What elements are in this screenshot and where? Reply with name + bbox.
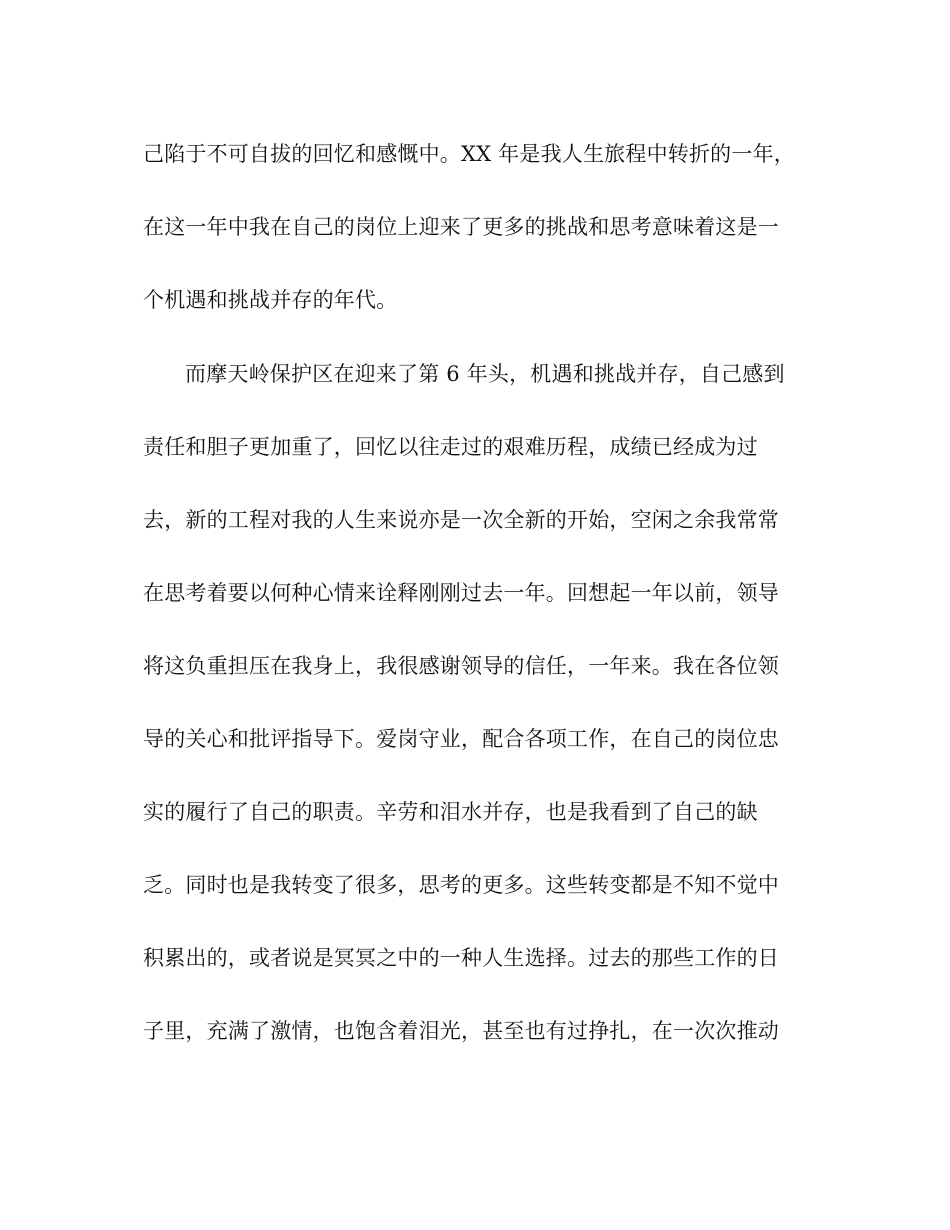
text-line-2: 在这一年中我在自己的岗位上迎来了更多的挑战和思考意味着这是一 (143, 215, 779, 239)
text-line-13: 子里，充满了激情，也饱含着泪光，甚至也有过挣扎，在一次次推动 (143, 1019, 779, 1043)
text-line-3: 个机遇和挑战并存的年代。 (143, 288, 398, 312)
text-line-12: 积累出的，或者说是冥冥之中的一种人生选择。过去的那些工作的日 (143, 946, 779, 970)
text-line-6: 去，新的工程对我的人生来说亦是一次全新的开始，空闲之余我常常 (143, 508, 779, 532)
text-line-11: 乏。同时也是我转变了很多，思考的更多。这些转变都是不知不觉中 (143, 873, 779, 897)
text-line-10: 实的履行了自己的职责。辛劳和泪水并存，也是我看到了自己的缺 (143, 800, 758, 824)
text-line-5: 责任和胆子更加重了，回忆以往走过的艰难历程，成绩已经成为过 (143, 435, 758, 459)
text-line-8: 将这负重担压在我身上，我很感谢领导的信任，一年来。我在各位领 (143, 654, 779, 678)
text-line-4: 而摩天岭保护区在迎来了第 6 年头，机遇和挑战并存，自己感到 (185, 362, 785, 386)
text-line-7: 在思考着要以何种心情来诠释刚刚过去一年。回想起一年以前，领导 (143, 581, 779, 605)
text-line-9: 导的关心和批评指导下。爱岗守业，配合各项工作，在自己的岗位忠 (143, 727, 779, 751)
text-line-1: 己陷于不可自拔的回忆和感慨中。XX 年是我人生旅程中转折的一年， (143, 142, 795, 166)
